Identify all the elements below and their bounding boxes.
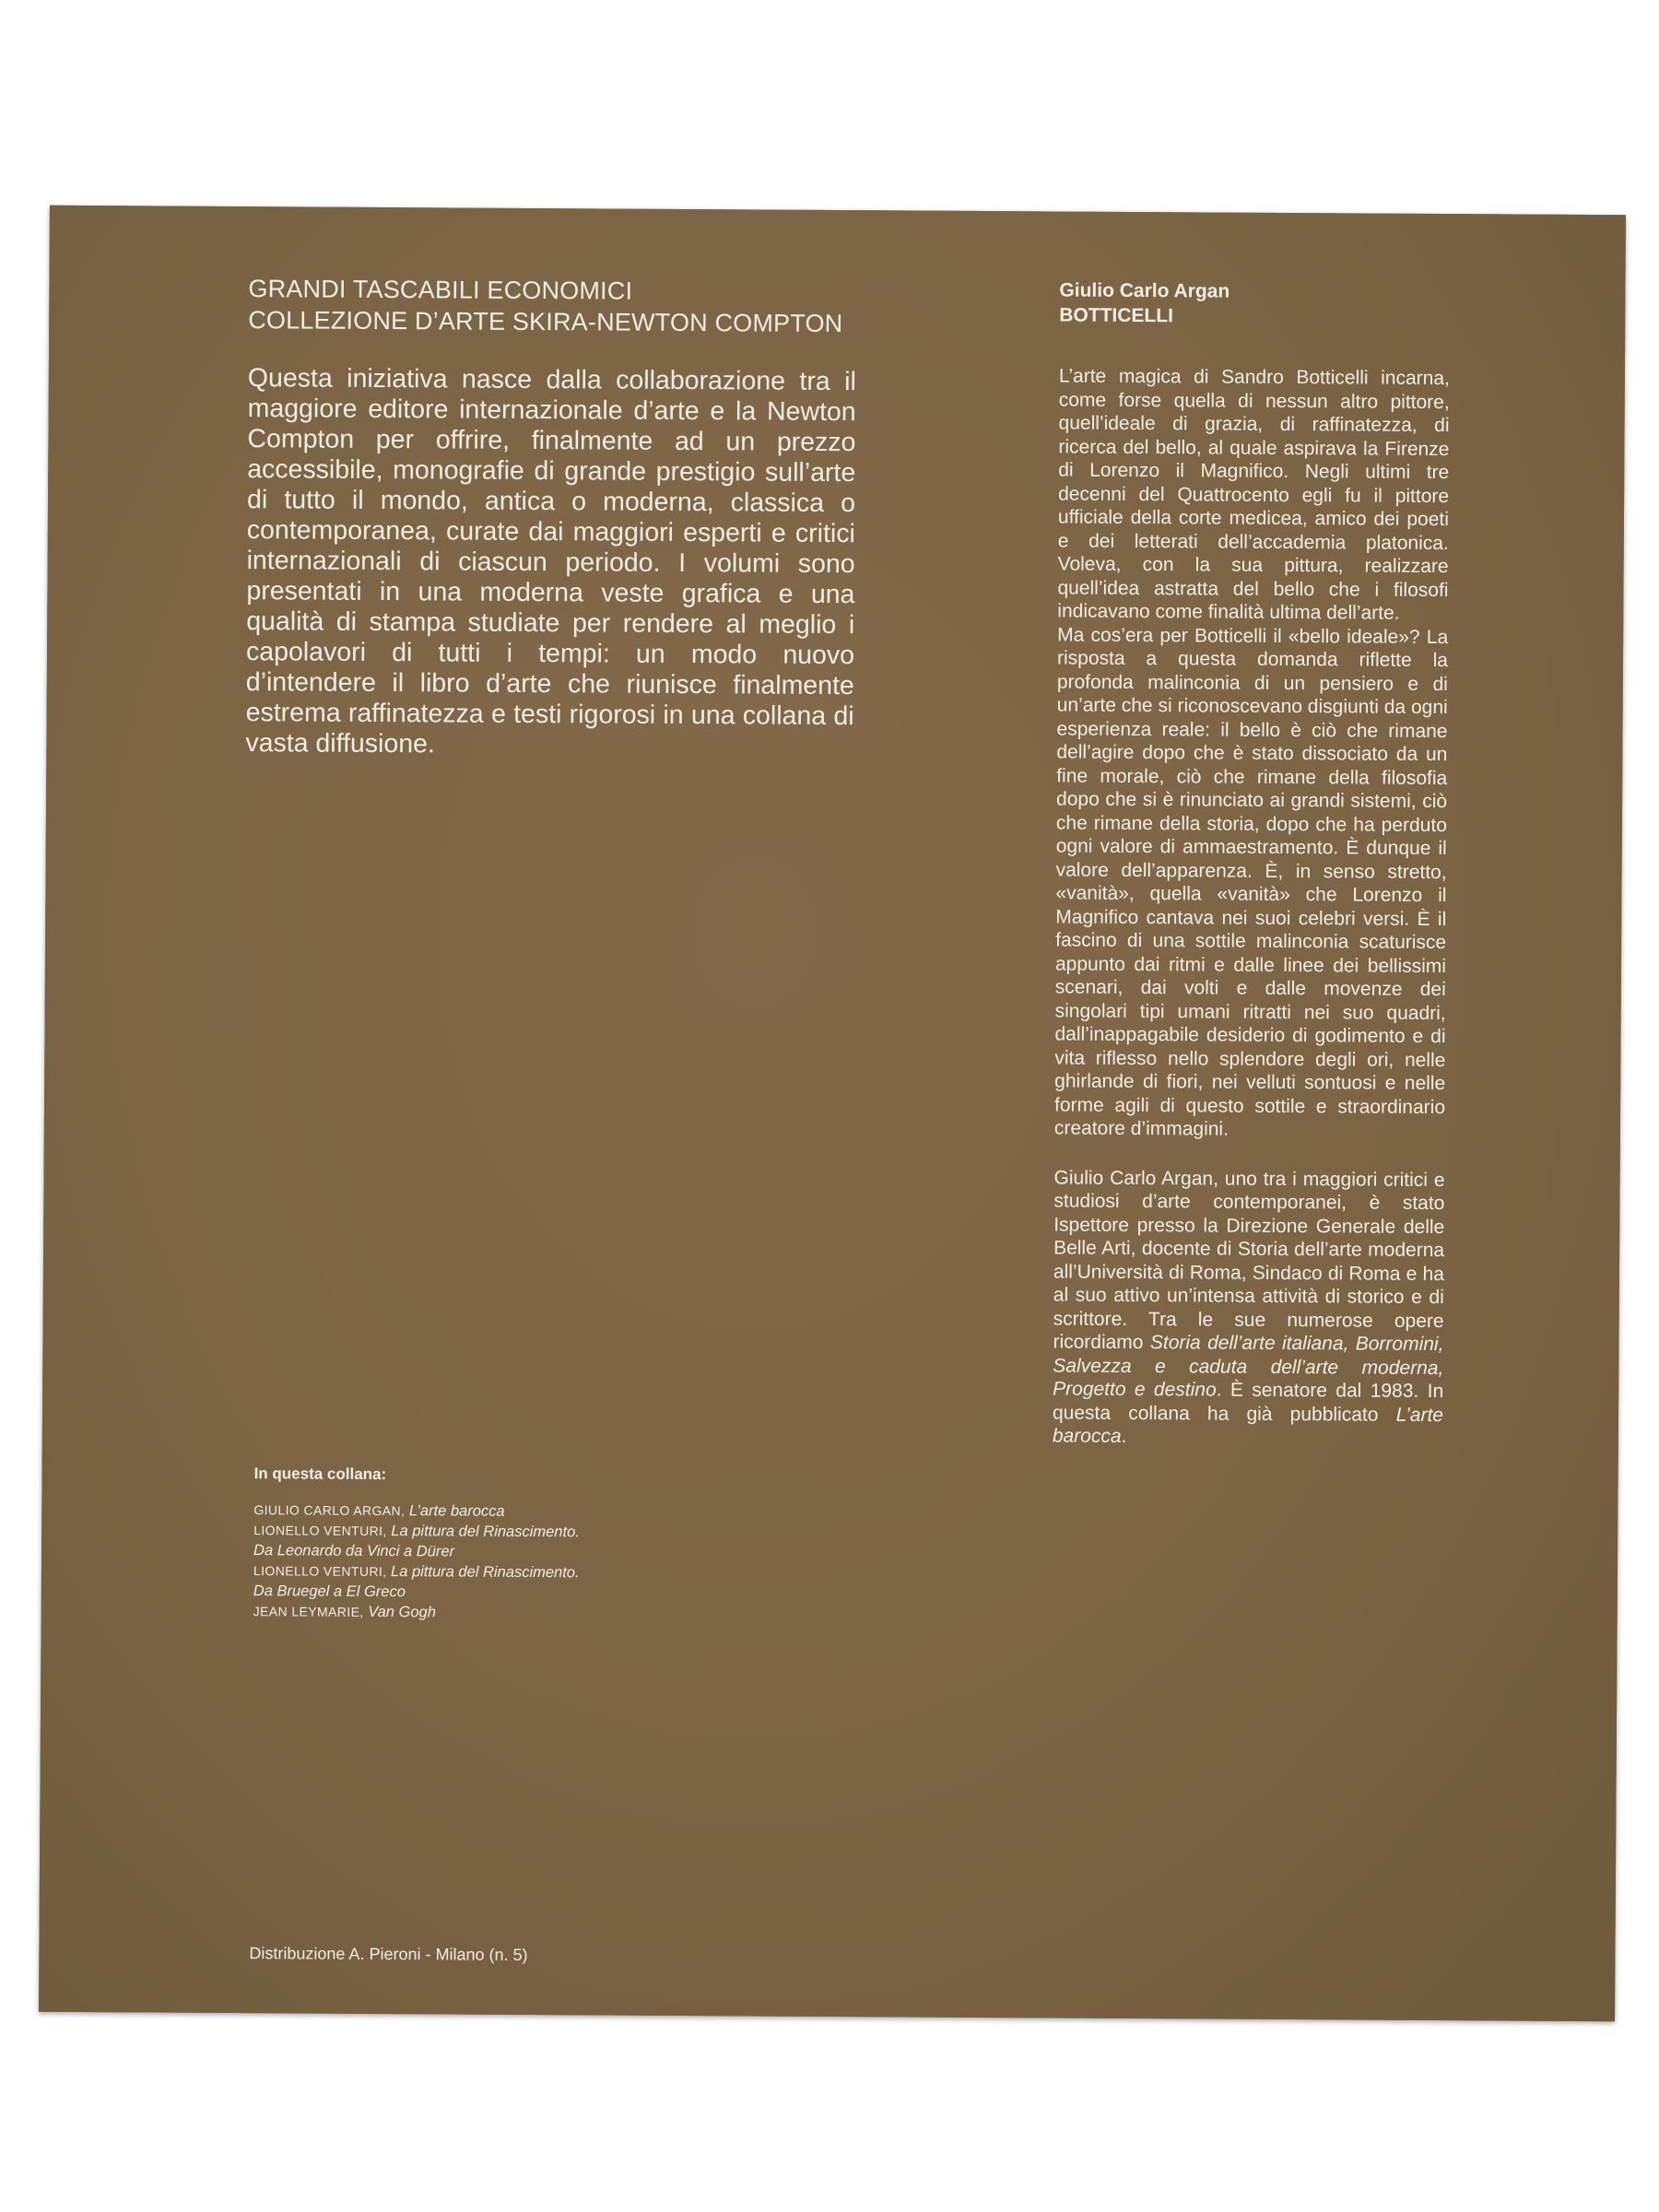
book-back-cover	[39, 206, 1626, 2021]
author-bio-end: .	[1121, 1425, 1127, 1447]
book-author: Giulio Carlo Argan	[1059, 279, 1230, 302]
list-item-title: La pittura del Rinascimento.	[391, 1523, 580, 1541]
series-title-line-1: GRANDI TASCABILI ECONOMICI	[248, 275, 633, 305]
book-title: BOTTICELLI	[1059, 304, 1174, 327]
list-item-title: Da Leonardo da Vinci a Dürer	[253, 1542, 455, 1560]
description-paragraph-2: Ma cos’era per Botticelli il «bello ideale»? La risposta a questa domanda riflette la profonda malinconia di un pensiero e di un’arte che si riconoscevano disgiunti da ogni esperienza reale: il bello è ciò che rimane dell’agire dopo che è stato dissociato da un fine morale, ciò che rimane della filosofia dopo che si è rinunciato ai grandi sistemi, ciò che rimane della storia, dopo che ha perduto ogni valore di ammaestramento. È dunque il valore dell’apparenza. È, in senso stretto, «vanità», quella «vanità» che Lorenzo il Magnifico cantava nei suoi celebri versi. È il fascino di una sottile malinconia scaturisce appunto dai ritmi e dalle linee dei bellissimi scenari, dai volti e dalle movenze dei singolari tipi umani ritratti nei suo quadri, dall’inappagabile desiderio di godimento e di vita riflesso nello splendore degli ori, nelle ghirlande di fiori, nei velluti sontuosi e nelle forme agili di questo sottile e straordinario creatore d’immagini.	[1053, 623, 1449, 1140]
distribution-note: Distribuzione A. Pieroni - Milano (n. 5)	[249, 1944, 528, 1964]
author-bio-text: Giulio Carlo Argan, uno tra i maggiori critici e studiosi d’arte contemporanei, è stato Ispettore presso la Direzione Generale delle Belle Arti, docente di Storia dell’arte moderna all’Università di Roma, Sindaco di Roma e ha al suo attivo un’intensa attività di storico e di scrittore. Tra le sue numerose opere ricordiamo	[1053, 1166, 1445, 1354]
series-list	[253, 1465, 771, 1624]
author-bio-works: Storia dell’arte italiana, Borromini, Salvezza e caduta dell’arte moderna, Progetto e destino	[1053, 1332, 1444, 1401]
list-item-author: JEAN LEYMARIE,	[253, 1604, 364, 1619]
list-item-title: La pittura del Rinascimento.	[391, 1563, 580, 1582]
list-item-title: L’arte barocca	[408, 1502, 505, 1520]
series-intro-paragraph: Questa iniziativa nasce dalla collaborazione tra il maggiore editore internazionale d’arte e la Newton Compton per offrire, finalmente ad un prezzo accessibile, monografie di grande prestigio sull’arte di tutto il mondo, antica o moderna, classica o contemporanea, curate dai maggiori esperti e critici internazionali di ciascun periodo. I volumi sono presentati in una moderna veste grafica e una qualità di stampa studiate per rendere al meglio i capolavori di tutti i tempi: un modo nuovo d’intendere il libro d’arte che riunisce finalmente estrema raffinatezza e testi rigorosi in una collana di vasta diffusione.	[245, 363, 856, 759]
series-title-line-2: COLLEZIONE D’ARTE SKIRA-NEWTON COMPTON	[248, 306, 843, 338]
book-description-column	[1053, 277, 1451, 1450]
author-bio-text-2: . È senatore dal 1983. In questa collana ha già pubblicato	[1052, 1379, 1444, 1426]
description-paragraph-1: L’arte magica di Sandro Botticelli incarna, come forse quella di nessun altro pittore, quell’ideale di grazia, di raffinatezza, di ricerca del bello, al quale aspirava la Firenze di Lorenzo il Magnifico. Negli ultimi tre decenni del Quattrocento egli fu il pittore ufficiale della corte medicea, amico dei poeti e dei letterati dell’accademia platonica. Voleva, con la sua pittura, realizzare quell’idea astratta del bello che i filosofi indicavano come finalità ultima dell’arte.	[1057, 365, 1450, 624]
author-bio	[1053, 1166, 1445, 1451]
author-bio-published: L’arte barocca	[1052, 1404, 1444, 1447]
book-header	[1059, 277, 1450, 330]
list-item-title: Van Gogh	[368, 1603, 437, 1621]
book-description	[1054, 364, 1450, 1142]
series-title	[248, 273, 843, 339]
series-list-items	[253, 1500, 771, 1624]
list-item-author: GIULIO CARLO ARGAN,	[253, 1502, 406, 1519]
list-item-title: Da Bruegel a El Greco	[253, 1583, 406, 1601]
series-list-heading: In questa collana:	[253, 1465, 387, 1484]
list-item-author: LIONELLO VENTURI,	[253, 1563, 387, 1580]
list-item	[253, 1601, 770, 1624]
list-item-author: LIONELLO VENTURI,	[253, 1523, 387, 1539]
